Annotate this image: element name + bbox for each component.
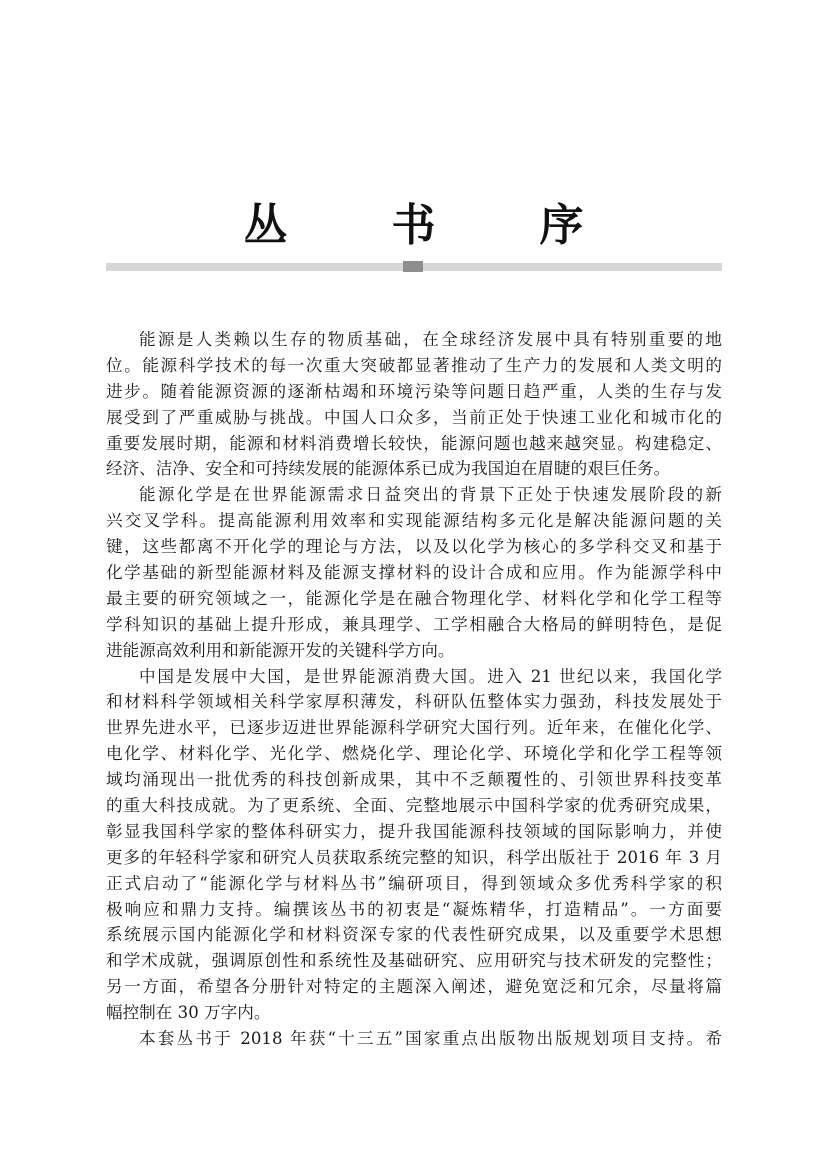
text-line: 和学术成就，强调原创性和系统性及基础研究、应用研究与技术研发的完整性；: [106, 951, 722, 971]
paragraph: [106, 664, 722, 1026]
text-line: 本套丛书于 2018 年获“十三五”国家重点出版物出版规划项目支持。希: [139, 1029, 722, 1049]
title-divider-mark: [403, 261, 423, 272]
text-line: 彰显我国科学家的整体科研实力，提升我国能源科技领域的国际影响力，并使: [106, 821, 722, 841]
text-line: 更多的年轻科学家和研究人员获取系统完整的知识，科学出版社于 2016 年 3 月: [106, 847, 722, 867]
text-line: 能源化学是在世界能源需求日益突出的背景下正处于快速发展阶段的新: [139, 485, 722, 505]
text-line: 极响应和鼎力支持。编撰该丛书的初衷是“凝炼精华，打造精品”。一方面要: [106, 899, 722, 919]
text-line: 幅控制在 30 万字内。: [106, 1003, 271, 1023]
paragraph: [106, 327, 722, 482]
page-title: 丛 书 序: [243, 200, 614, 251]
text-line: 域均涌现出一批优秀的科技创新成果，其中不乏颠覆性的、引领世界科技变革: [106, 770, 722, 790]
text-line: 化学基础的新型能源材料及能源支撑材料的设计合成和应用。作为能源学科中: [106, 563, 722, 583]
text-line: 经济、洁净、安全和可持续发展的能源体系已成为我国迫在眉睫的艰巨任务。: [106, 459, 671, 479]
text-line: 进能源高效利用和新能源开发的关键科学方向。: [106, 640, 455, 660]
text-line: 学科知识的基础上提升形成，兼具理学、工学相融合大格局的鲜明特色，是促: [106, 614, 722, 634]
text-line: 重要发展时期，能源和材料消费增长较快，能源问题也越来越突显。构建稳定、: [106, 433, 722, 453]
body-text: [106, 327, 722, 1052]
text-line: 和材料科学领域相关科学家厚积薄发，科研队伍整体实力强劲，科技发展处于: [106, 692, 722, 712]
text-line: 正式启动了“能源化学与材料丛书”编研项目，得到领域众多优秀科学家的积: [106, 873, 722, 893]
text-line: 进步。随着能源资源的逐渐枯竭和环境污染等问题日趋严重，人类的生存与发: [106, 381, 722, 401]
text-line: 的重大科技成就。为了更系统、全面、完整地展示中国科学家的优秀研究成果，: [106, 796, 722, 816]
text-line: 另一方面，希望各分册针对特定的主题深入阐述，避免宽泛和冗余，尽量将篇: [106, 977, 722, 997]
text-line: 系统展示国内能源化学和材料资深专家的代表性研究成果，以及重要学术思想: [106, 925, 722, 945]
text-line: 世界先进水平，已逐步迈进世界能源科学研究大国行列。近年来，在催化化学、: [106, 718, 722, 738]
text-line: 兴交叉学科。提高能源利用效率和实现能源结构多元化是解决能源问题的关: [106, 511, 722, 531]
text-line: 中国是发展中大国，是世界能源消费大国。进入 21 世纪以来，我国化学: [139, 666, 722, 686]
text-line: 最主要的研究领域之一，能源化学是在融合物理化学、材料化学和化学工程等: [106, 588, 722, 608]
text-line: 位。能源科学技术的每一次重大突破都显著推动了生产力的发展和人类文明的: [106, 355, 722, 375]
paragraph: [106, 1026, 722, 1052]
paragraph: [106, 482, 722, 663]
text-line: 能源是人类赖以生存的物质基础，在全球经济发展中具有特别重要的地: [139, 330, 722, 349]
text-line: 键，这些都离不开化学的理论与方法，以及以化学为核心的多学科交叉和基于: [106, 537, 722, 557]
text-line: 展受到了严重威胁与挑战。中国人口众多，当前正处于快速工业化和城市化的: [106, 407, 722, 427]
text-line: 电化学、材料化学、光化学、燃烧化学、理论化学、环境化学和化学工程等领: [106, 744, 722, 764]
